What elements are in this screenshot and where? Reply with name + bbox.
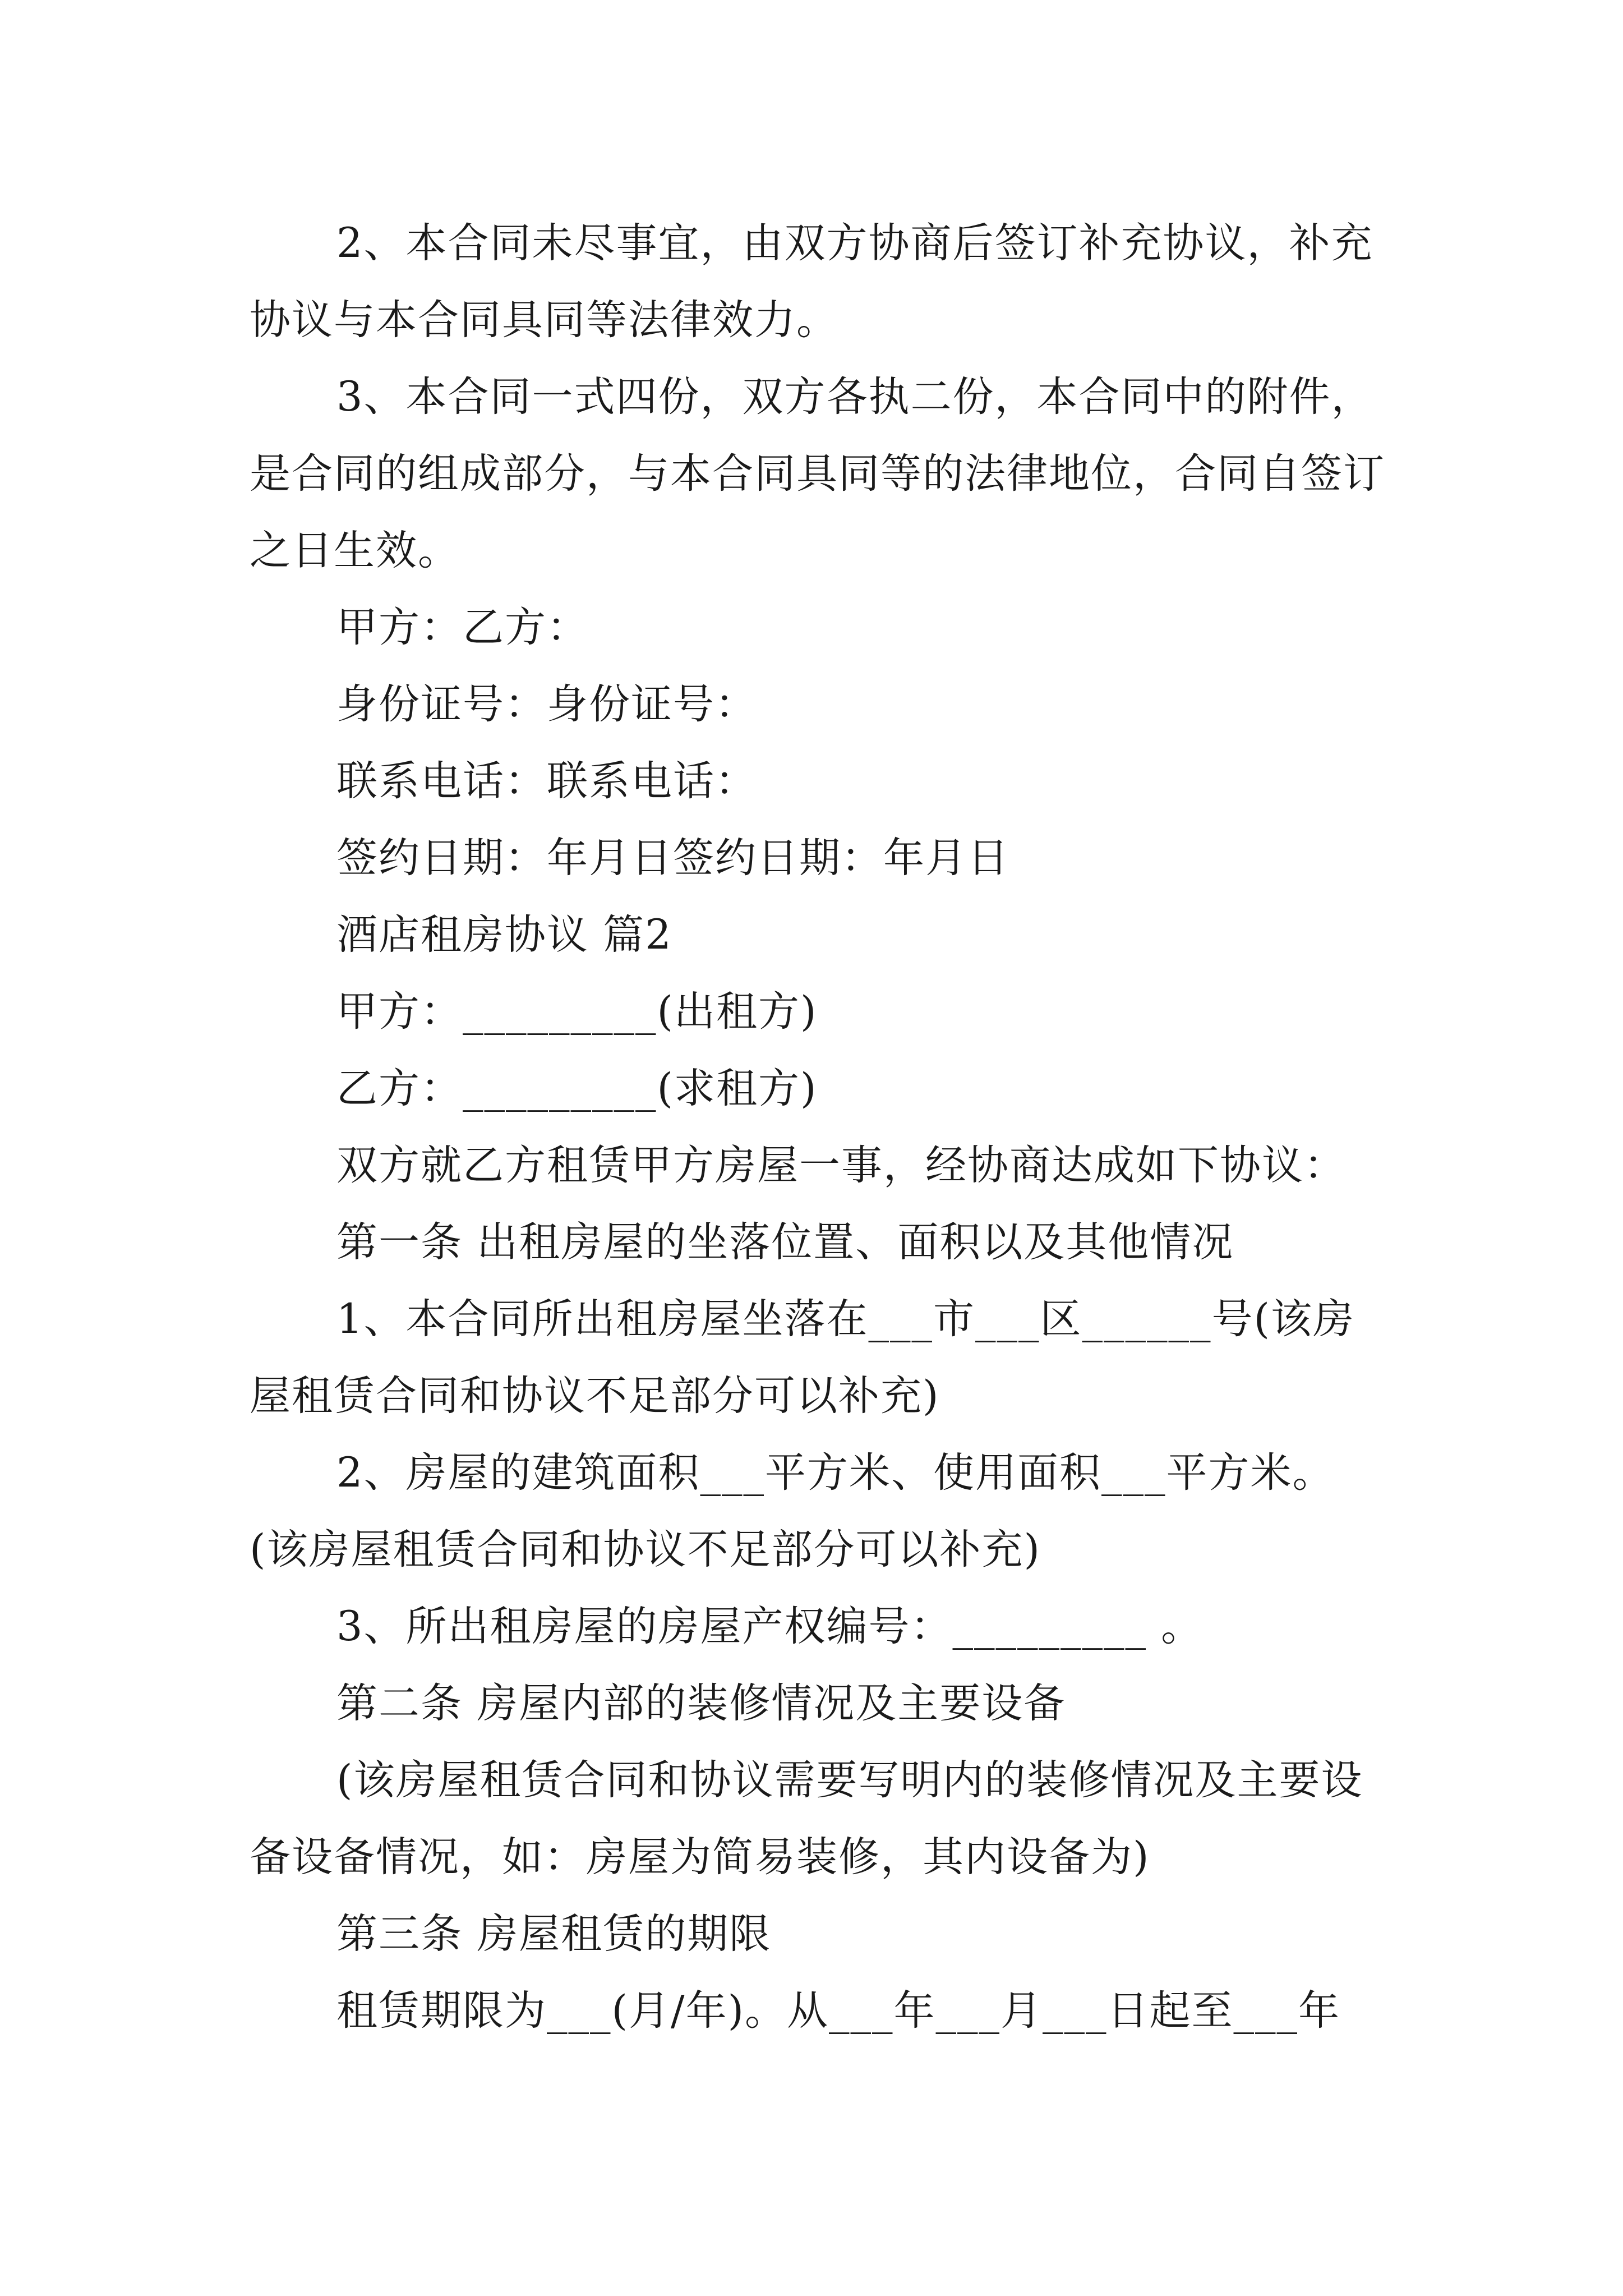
article-3-body: 租赁期限为___(月/年)。从___年___月___日起至___年 xyxy=(336,1987,1341,2035)
article-2-heading: 第二条 房屋内部的装修情况及主要设备 xyxy=(336,1680,1066,1727)
paragraph-copies-clause: 3、本合同一式四份，双方各执二份，本合同中的附件，是合同的组成部分，与本合同具同等的法律地位，合同自签订之日生效。 xyxy=(250,373,1385,574)
paragraph-phone-numbers: 联系电话：联系电话： xyxy=(336,757,757,805)
article-1-heading: 第一条 出租房屋的坐落位置、面积以及其他情况 xyxy=(336,1218,1234,1266)
paragraph-party-names: 甲方：乙方： xyxy=(336,604,589,651)
article-1-item-1: 1、本合同所出租房屋坐落在___市___区______号(该房屋租赁合同和协议不足部分可以补充) xyxy=(250,1295,1355,1420)
article-2-body: (该房屋租赁合同和协议需要写明内的装修情况及主要设备设备情况，如：房屋为简易装修，其内设备为) xyxy=(250,1756,1363,1881)
paragraph-agreement-intro: 双方就乙方租赁甲方房屋一事，经协商达成如下协议： xyxy=(336,1142,1346,1189)
article-1-item-3: 3、所出租房屋的房屋产权编号：_________ 。 xyxy=(336,1603,1204,1650)
section-title: 酒店租房协议 篇2 xyxy=(336,911,672,959)
paragraph-party-b: 乙方：_________(求租方) xyxy=(336,1065,818,1112)
paragraph-id-numbers: 身份证号：身份证号： xyxy=(336,680,757,728)
paragraph-supplement-clause: 2、本合同未尽事宜，由双方协商后签订补充协议，补充协议与本合同具同等法律效力。 xyxy=(250,219,1373,344)
paragraph-signing-dates: 签约日期：年月日签约日期：年月日 xyxy=(336,834,1009,882)
article-1-item-2: 2、房屋的建筑面积___平方米、使用面积___平方米。(该房屋租赁合同和协议不足部分可以补充) xyxy=(250,1449,1335,1573)
document-body xyxy=(250,205,1391,2049)
paragraph-party-a: 甲方：_________(出租方) xyxy=(336,988,818,1036)
article-3-heading: 第三条 房屋租赁的期限 xyxy=(336,1910,772,1958)
